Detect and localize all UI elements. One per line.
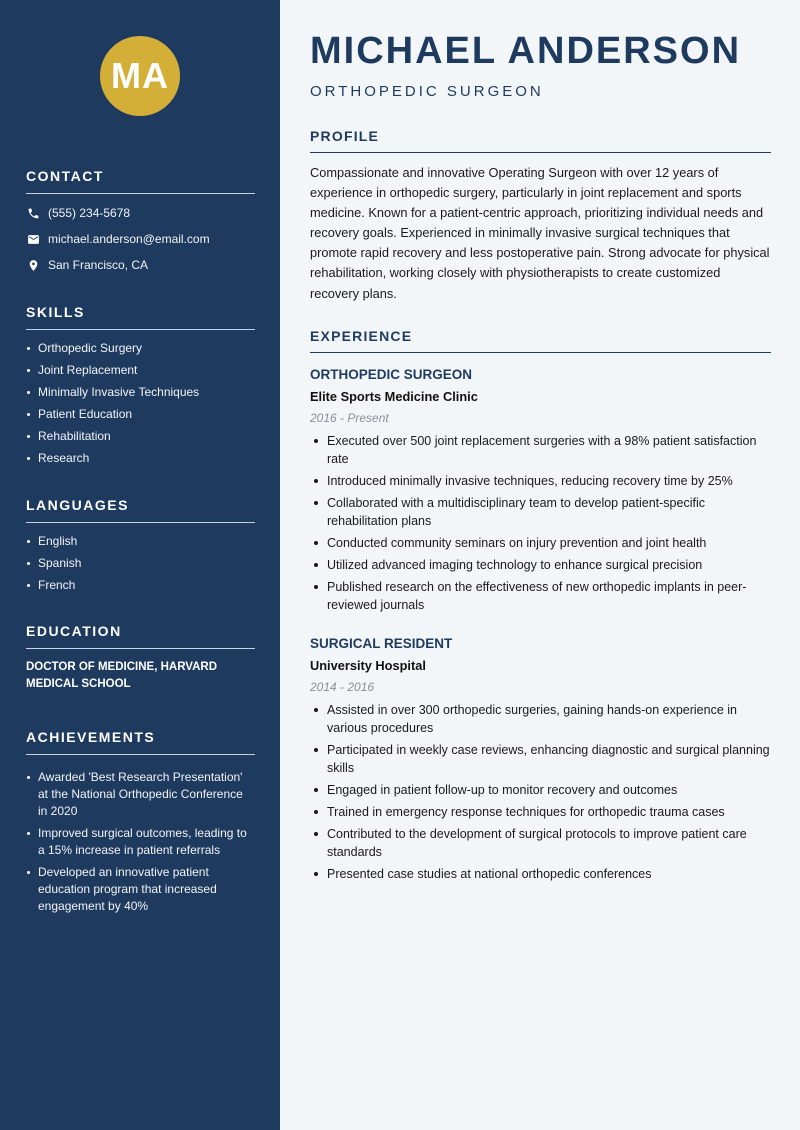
- experience-section: [310, 328, 771, 353]
- contact-phone: [26, 200, 255, 226]
- contact-section: [26, 168, 255, 278]
- job-bullets: [310, 432, 771, 614]
- job-company: Elite Sports Medicine Clinic: [310, 389, 478, 404]
- profile-section: [310, 128, 771, 304]
- contact-phone-text: (555) 234-5678: [48, 206, 131, 220]
- profile-text: Compassionate and innovative Operating Surgeon with over 12 years of experience in orthopedic surgery, particularly in joint replacement and sports medicine. Known for a patient-centric approach, prioritizing individual needs and recovery goals. Experienced in minimally invasive surgical techniques that promote rapid recovery and less postoperative pain. Strong advocate for physical rehabilitation, working closely with physiotherapists to create customized recovery plans.: [310, 165, 770, 301]
- email-icon: [26, 232, 40, 246]
- job-dates: 2016 - Present: [310, 411, 389, 425]
- skill-item: Joint Replacement: [26, 362, 255, 379]
- contact-email-text: michael.anderson@email.com: [48, 232, 210, 246]
- languages-section: [26, 497, 255, 599]
- job-bullets: [310, 701, 771, 883]
- contact-email: [26, 226, 255, 252]
- job-bullet: Engaged in patient follow-up to monitor recovery and outcomes: [310, 781, 771, 799]
- job-entry: [310, 635, 771, 887]
- skills-list: [26, 340, 255, 467]
- job-bullet: Participated in weekly case reviews, enhancing diagnostic and surgical planning skills: [310, 741, 771, 777]
- avatar: [100, 36, 180, 116]
- contact-location-text: San Francisco, CA: [48, 258, 149, 272]
- job-title: ORTHOPEDIC SURGEON: [310, 367, 473, 382]
- skill-item: Research: [26, 450, 255, 467]
- job-dates: 2014 - 2016: [310, 680, 375, 694]
- profile-heading: PROFILE: [310, 128, 771, 153]
- skill-item: Rehabilitation: [26, 428, 255, 445]
- languages-heading: LANGUAGES: [26, 497, 255, 523]
- skills-section: [26, 304, 255, 472]
- language-item: French: [26, 577, 255, 594]
- skill-item: Orthopedic Surgery: [26, 340, 255, 357]
- sidebar: [0, 0, 280, 1130]
- job-entry: [310, 366, 771, 618]
- achievement-item: Improved surgical outcomes, leading to a 15% increase in patient referrals: [26, 825, 255, 859]
- education-degree: DOCTOR OF MEDICINE, HARVARD MEDICAL SCHOOL: [26, 661, 218, 690]
- language-item: Spanish: [26, 555, 255, 572]
- education-section: [26, 623, 255, 693]
- candidate-title: ORTHOPEDIC SURGEON: [310, 83, 544, 100]
- location-icon: [26, 258, 40, 272]
- languages-list: [26, 533, 255, 594]
- job-bullet: Published research on the effectiveness of new orthopedic implants in peer-reviewed journals: [310, 578, 771, 614]
- job-bullet: Conducted community seminars on injury prevention and joint health: [310, 534, 771, 552]
- skill-item: Minimally Invasive Techniques: [26, 384, 255, 401]
- phone-icon: [26, 206, 40, 220]
- candidate-name: MICHAEL ANDERSON: [310, 30, 742, 72]
- experience-heading: EXPERIENCE: [310, 328, 771, 353]
- achievement-item: Awarded 'Best Research Presentation' at the National Orthopedic Conference in 2020: [26, 769, 255, 820]
- achievements-list: [26, 769, 255, 915]
- achievement-item: Developed an innovative patient education program that increased engagement by 40%: [26, 864, 255, 915]
- main-content: [280, 0, 800, 1130]
- job-company: University Hospital: [310, 658, 426, 673]
- skill-item: Patient Education: [26, 406, 255, 423]
- job-bullet: Trained in emergency response techniques for orthopedic trauma cases: [310, 803, 771, 821]
- contact-location: [26, 252, 255, 278]
- job-bullet: Assisted in over 300 orthopedic surgeries, gaining hands-on experience in various procedures: [310, 701, 771, 737]
- job-title: SURGICAL RESIDENT: [310, 636, 453, 651]
- job-bullet: Contributed to the development of surgical protocols to improve patient care standards: [310, 825, 771, 861]
- education-heading: EDUCATION: [26, 623, 255, 649]
- avatar-initials: MA: [111, 55, 169, 96]
- achievements-section: [26, 729, 255, 920]
- job-bullet: Introduced minimally invasive techniques, reducing recovery time by 25%: [310, 472, 771, 490]
- job-bullet: Executed over 500 joint replacement surgeries with a 98% patient satisfaction rate: [310, 432, 771, 468]
- job-bullet: Collaborated with a multidisciplinary team to develop patient-specific rehabilitation plans: [310, 494, 771, 530]
- skills-heading: SKILLS: [26, 304, 255, 330]
- achievements-heading: ACHIEVEMENTS: [26, 729, 255, 755]
- contact-heading: CONTACT: [26, 168, 255, 194]
- job-bullet: Presented case studies at national orthopedic conferences: [310, 865, 771, 883]
- job-bullet: Utilized advanced imaging technology to enhance surgical precision: [310, 556, 771, 574]
- language-item: English: [26, 533, 255, 550]
